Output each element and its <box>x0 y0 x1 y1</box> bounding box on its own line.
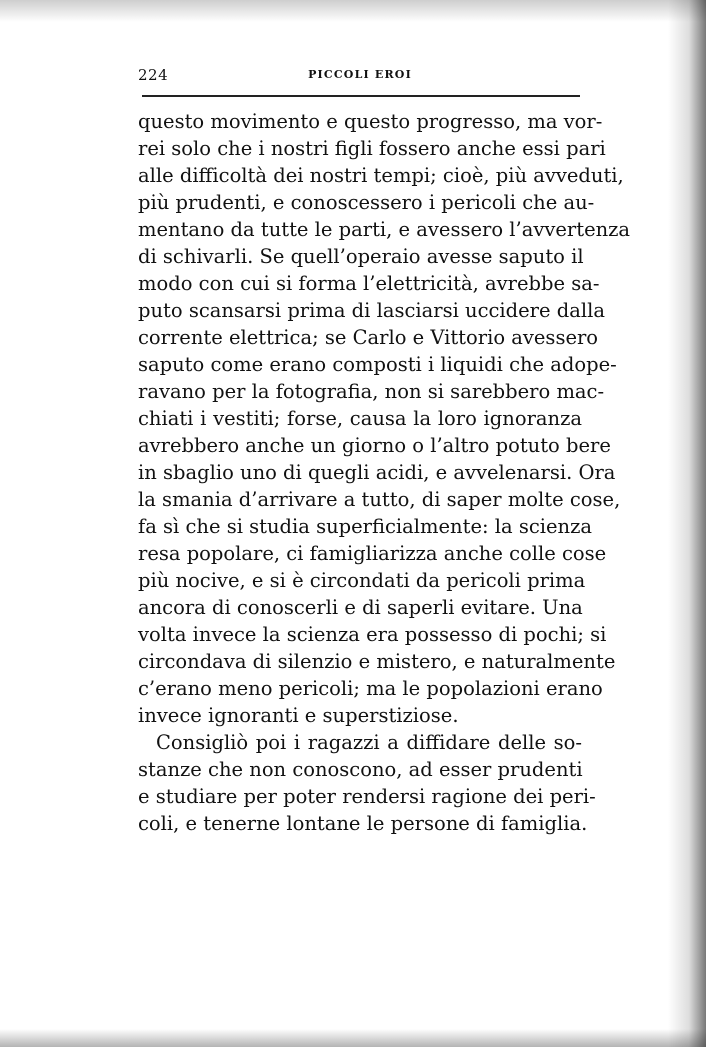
text-line: volta invece la scienza era possesso di pochi; si <box>138 623 607 646</box>
text-line: c’erano meno pericoli; ma le popolazioni erano <box>138 677 603 700</box>
text-line: ravano per la fotografia, non si sarebbero mac- <box>138 380 605 403</box>
scan-edge-right <box>668 0 706 1047</box>
text-line: ancora di conoscerli e di saperli evitare. Una <box>138 596 583 619</box>
text-line: corrente elettrica; se Carlo e Vittorio avessero <box>138 326 599 349</box>
text-line: coli, e tenerne lontane le persone di famiglia. <box>138 812 588 835</box>
text-line: questo movimento e questo progresso, ma vor- <box>138 110 603 133</box>
text-line: Consigliò poi i ragazzi a diffidare delle so- <box>156 731 582 754</box>
page-number: 224 <box>138 66 169 84</box>
body-text <box>138 108 631 837</box>
page-header <box>138 66 582 86</box>
text-line: circondava di silenzio e mistero, e naturalmente <box>138 650 616 673</box>
text-line: modo con cui si forma l’elettricità, avrebbe sa- <box>138 272 600 295</box>
scan-edge-bottom <box>0 1029 706 1047</box>
text-line: e studiare per poter rendersi ragione dei peri- <box>138 785 596 808</box>
paragraph-1 <box>138 108 631 729</box>
text-line: chiati i vestiti; forse, causa la loro ignoranza <box>138 407 582 430</box>
text-line: alle difficoltà dei nostri tempi; cioè, più avveduti, <box>138 164 624 187</box>
text-line: stanze che non conoscono, ad esser prudenti <box>138 758 583 781</box>
text-line: mentano da tutte le parti, e avessero l’avvertenza <box>138 218 631 241</box>
text-line: saputo come erano composti i liquidi che adope- <box>138 353 617 376</box>
text-line: fa sì che si studia superficialmente: la scienza <box>138 515 592 538</box>
text-line: puto scansarsi prima di lasciarsi uccidere dalla <box>138 299 605 322</box>
text-line: più nocive, e si è circondati da pericoli prima <box>138 569 586 592</box>
text-line: più prudenti, e conoscessero i pericoli che au- <box>138 191 595 214</box>
text-line: in sbaglio uno di quegli acidi, e avvelenarsi. Ora <box>138 461 616 484</box>
scan-edge-top <box>0 0 706 22</box>
header-rule <box>142 95 580 97</box>
text-line: avrebbero anche un giorno o l’altro potuto bere <box>138 434 611 457</box>
running-title: PICCOLI EROI <box>308 68 412 81</box>
text-line: resa popolare, ci famigliarizza anche colle cose <box>138 542 607 565</box>
text-line: la smania d’arrivare a tutto, di saper molte cose, <box>138 488 621 511</box>
paragraph-2 <box>138 729 596 837</box>
text-line: rei solo che i nostri figli fossero anche essi pari <box>138 137 606 160</box>
text-line: di schivarli. Se quell’operaio avesse saputo il <box>138 245 584 268</box>
text-line: invece ignoranti e superstiziose. <box>138 704 459 727</box>
